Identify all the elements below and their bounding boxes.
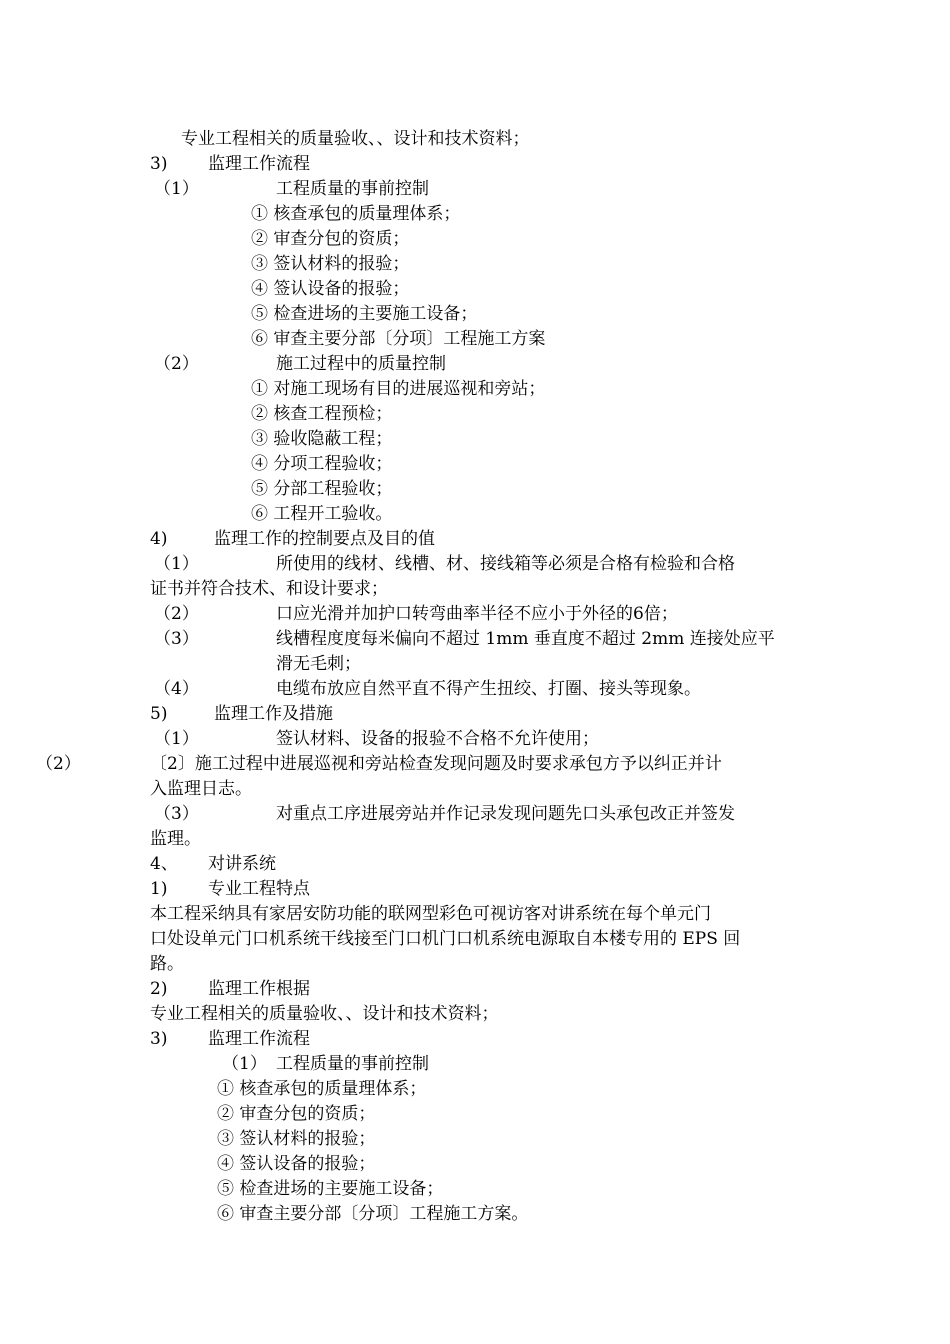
list-item: ⑥ 审查主要分部〔分项〕工程施工方案 — [251, 329, 546, 349]
list-number: 3) — [150, 1029, 168, 1049]
list-number: 1) — [150, 879, 168, 899]
list-number: （1） — [154, 179, 199, 199]
list-item: ② 审查分包的资质； — [251, 229, 410, 249]
list-number: 4、 — [150, 854, 178, 874]
list-item: ④ 签认设备的报验； — [251, 279, 410, 299]
list-number: 5) — [150, 704, 168, 724]
list-item: ② 审查分包的资质； — [217, 1104, 376, 1124]
list-item: ⑤ 分部工程验收； — [251, 479, 393, 499]
paragraph-line: 证书并符合技术、和设计要求； — [150, 579, 388, 599]
section-heading: 监理工作的控制要点及目的值 — [214, 529, 435, 549]
list-item: ⑤ 检查进场的主要施工设备； — [251, 304, 478, 324]
list-item: ⑥ 审查主要分部〔分项〕工程施工方案。 — [217, 1204, 529, 1224]
list-number: （2） — [154, 354, 199, 374]
paragraph-line: 对重点工序进展旁站并作记录发现问题先口头承包改正并签发 — [276, 804, 735, 824]
chapter-heading: 对讲系统 — [208, 854, 276, 874]
subsection-heading: 工程质量的事前控制 — [276, 1054, 429, 1074]
list-item: ① 对施工现场有目的进展巡视和旁站； — [251, 379, 546, 399]
list-item: ③ 验收隐蔽工程； — [251, 429, 393, 449]
paragraph-line: 电缆布放应自然平直不得产生扭绞、打圈、接头等现象。 — [276, 679, 701, 699]
list-number: （2） — [154, 604, 199, 624]
list-number: 2) — [150, 979, 168, 999]
list-item: ① 核查承包的质量理体系； — [217, 1079, 427, 1099]
subsection-heading: 工程质量的事前控制 — [276, 179, 429, 199]
paragraph-line: 口处设单元门口机系统干线接至门口机门口机系统电源取自本楼专用的 EPS 回 — [150, 929, 741, 949]
section-heading: 监理工作流程 — [208, 1029, 310, 1049]
paragraph-line: 签认材料、设备的报验不合格不允许使用； — [276, 729, 599, 749]
list-number: 3) — [150, 154, 168, 174]
paragraph-line: 〔2〕施工过程中进展巡视和旁站检查发现问题及时要求承包方予以纠正并计 — [150, 754, 722, 774]
section-heading: 监理工作及措施 — [214, 704, 333, 724]
list-item: ④ 签认设备的报验； — [217, 1154, 376, 1174]
list-number: （1） — [154, 729, 199, 749]
list-number: （4） — [154, 679, 199, 699]
paragraph-line: 专业工程相关的质量验收、、设计和技术资料； — [150, 1004, 499, 1024]
paragraph-line: 入监理日志。 — [150, 779, 252, 799]
paragraph-line: 线槽程度度每米偏向不超过 1mm 垂直度不超过 2mm 连接处应平 — [276, 629, 775, 649]
paragraph-line: 路。 — [150, 954, 184, 974]
paragraph-line: 所使用的线材、线槽、材、接线箱等必须是合格有检验和合格 — [276, 554, 735, 574]
paragraph-line: 本工程采纳具有家居安防功能的联网型彩色可视访客对讲系统在每个单元门 — [150, 904, 711, 924]
list-item: ④ 分项工程验收； — [251, 454, 393, 474]
list-item: ⑤ 检查进场的主要施工设备； — [217, 1179, 444, 1199]
section-heading: 监理工作根据 — [208, 979, 310, 999]
list-item: ③ 签认材料的报验； — [251, 254, 410, 274]
list-number: （1） — [154, 554, 199, 574]
list-number: 4) — [150, 529, 168, 549]
paragraph-line: 口应光滑并加护口转弯曲率半径不应小于外径的6倍； — [276, 604, 678, 624]
list-number: （3） — [154, 804, 199, 824]
list-number: （2） — [36, 754, 81, 774]
section-heading: 专业工程特点 — [208, 879, 310, 899]
paragraph-line: 监理。 — [150, 829, 201, 849]
list-item: ① 核查承包的质量理体系； — [251, 204, 461, 224]
list-number: （1） — [222, 1054, 267, 1074]
list-item: ② 核查工程预检； — [251, 404, 393, 424]
subsection-heading: 施工过程中的质量控制 — [276, 354, 446, 374]
list-number: （3） — [154, 629, 199, 649]
list-item: ⑥ 工程开工验收。 — [251, 504, 393, 524]
section-heading: 监理工作流程 — [208, 154, 310, 174]
text-line: 专业工程相关的质量验收、、设计和技术资料； — [181, 129, 530, 149]
paragraph-line: 滑无毛刺； — [276, 654, 361, 674]
list-item: ③ 签认材料的报验； — [217, 1129, 376, 1149]
